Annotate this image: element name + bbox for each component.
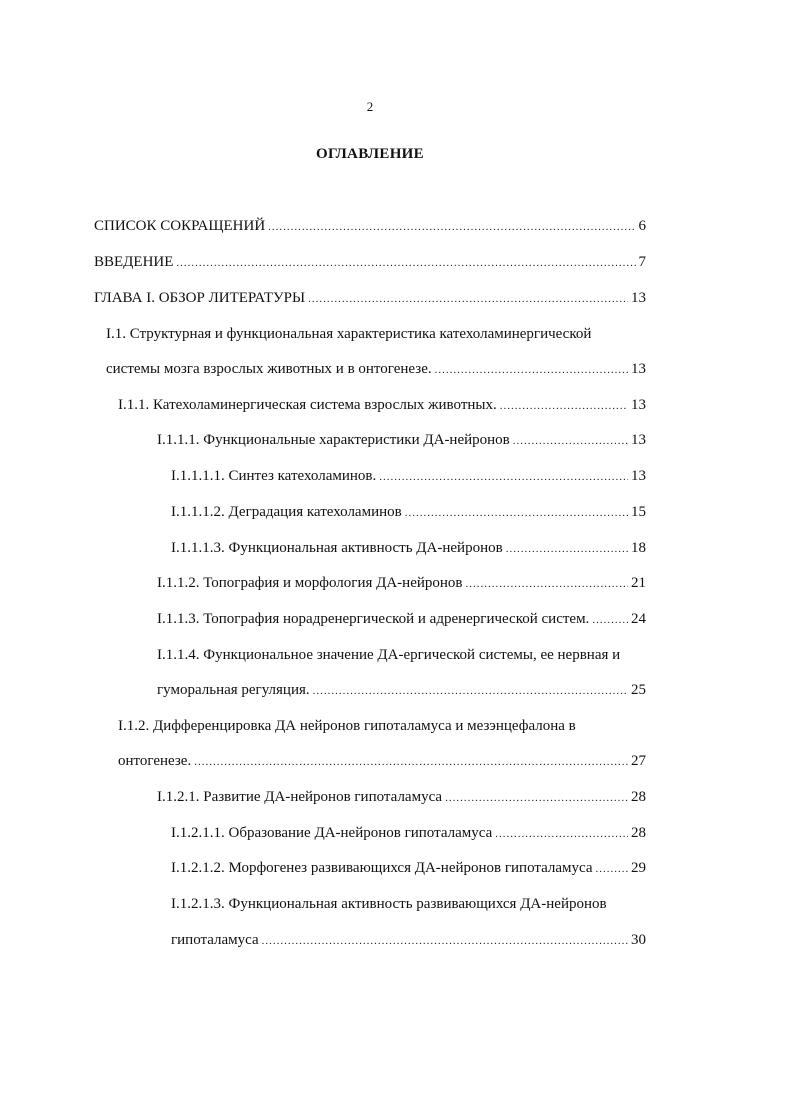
toc-entry-chapter-1 bbox=[94, 288, 646, 309]
toc-entry-page: 6 bbox=[638, 218, 646, 234]
toc-entry-1-1-1-3 bbox=[157, 609, 646, 630]
toc-entry-1-1-1-1-2 bbox=[171, 502, 646, 523]
toc-entry-text: I.1.2. Дифференцировка ДА нейронов гипоталамуса и мезэнцефалона в bbox=[118, 718, 576, 734]
page-number: 2 bbox=[366, 99, 374, 114]
dot-leader bbox=[435, 360, 628, 380]
toc-entry-page: 27 bbox=[631, 753, 646, 769]
toc-entry-introduction bbox=[94, 252, 646, 273]
toc-entry-text: онтогенезе. bbox=[118, 753, 192, 769]
toc-entry-text: системы мозга взрослых животных и в онтогенезе. bbox=[106, 361, 432, 377]
toc-entry-1-1-1 bbox=[118, 395, 646, 416]
toc-entry-text: I.1.1.1.1. Синтез катехоламинов. bbox=[171, 468, 377, 484]
dot-leader bbox=[495, 824, 628, 844]
toc-entry-text: ВВЕДЕНИЕ bbox=[94, 254, 174, 270]
toc-entry-text: I.1.2.1.1. Образование ДА-нейронов гипоталамуса bbox=[171, 825, 493, 841]
toc-entry-1-1-line1 bbox=[106, 324, 646, 344]
dot-leader bbox=[466, 574, 628, 594]
toc-entry-text: I.1.1.2. Топография и морфология ДА-нейронов bbox=[157, 575, 463, 591]
toc-entry-1-1-1-1-3 bbox=[171, 538, 646, 559]
toc-entry-page: 18 bbox=[631, 540, 646, 556]
toc-entry-1-1-2-line2 bbox=[118, 751, 646, 772]
dot-leader bbox=[513, 431, 628, 451]
toc-entry-1-1-1-2 bbox=[157, 573, 646, 594]
page-title: ОГЛАВЛЕНИЕ bbox=[316, 146, 424, 162]
toc-entry-1-1-2-1-3-line1 bbox=[171, 894, 646, 914]
toc-entry-page: 25 bbox=[631, 682, 646, 698]
toc-entry-1-1-2-1-3-line2 bbox=[171, 930, 646, 951]
dot-leader bbox=[500, 396, 628, 416]
dot-leader bbox=[596, 859, 628, 879]
dot-leader bbox=[379, 467, 628, 487]
toc-entry-text: I.1.1. Катехоламинергическая система взрослых животных. bbox=[118, 397, 497, 413]
toc-entry-text: I.1.1.4. Функциональное значение ДА-ергической системы, ее нервная и bbox=[157, 647, 621, 663]
toc-entry-abbreviations bbox=[94, 216, 646, 237]
toc-entry-text: I.1.2.1. Развитие ДА-нейронов гипоталамуса bbox=[157, 789, 443, 805]
toc-entry-page: 30 bbox=[631, 932, 646, 948]
toc-entry-text: I.1.2.1.2. Морфогенез развивающихся ДА-нейронов гипоталамуса bbox=[171, 860, 593, 876]
toc-entry-page: 28 bbox=[631, 825, 646, 841]
toc-entry-page: 13 bbox=[631, 397, 646, 413]
toc-entry-page: 21 bbox=[631, 575, 646, 591]
toc-entry-1-1-2-1-2 bbox=[171, 858, 646, 879]
toc-entry-1-1-1-1 bbox=[157, 430, 646, 451]
toc-entry-1-1-1-4-line1 bbox=[157, 645, 646, 665]
dot-leader bbox=[506, 539, 628, 559]
toc-entry-1-1-2-1 bbox=[157, 787, 646, 808]
toc-entry-text: I.1.1.1.2. Деградация катехоламинов bbox=[171, 504, 402, 520]
toc-entry-text: I.1.1.3. Топография норадренергической и адренергической систем. bbox=[157, 611, 590, 627]
toc-entry-text: СПИСОК СОКРАЩЕНИЙ bbox=[94, 218, 266, 234]
toc-entry-text: ГЛАВА I. ОБЗОР ЛИТЕРАТУРЫ bbox=[94, 290, 306, 306]
toc-entry-1-1-line2 bbox=[106, 359, 646, 380]
dot-leader bbox=[262, 931, 628, 951]
dot-leader bbox=[445, 788, 628, 808]
toc-entry-text: гуморальная регуляция. bbox=[157, 682, 310, 698]
toc-entry-page: 29 bbox=[631, 860, 646, 876]
dot-leader bbox=[176, 253, 635, 273]
toc-entry-page: 13 bbox=[631, 361, 646, 377]
toc-entry-1-1-1-4-line2 bbox=[157, 680, 646, 701]
toc-entry-page: 13 bbox=[631, 468, 646, 484]
dot-leader bbox=[313, 681, 628, 701]
toc-entry-1-1-2-line1 bbox=[118, 716, 646, 736]
toc-entry-text: I.1.1.1. Функциональные характеристики ДА-нейронов bbox=[157, 432, 510, 448]
toc-entry-page: 28 bbox=[631, 789, 646, 805]
toc-entry-page: 13 bbox=[631, 290, 646, 306]
toc-entry-page: 24 bbox=[631, 611, 646, 627]
dot-leader bbox=[592, 610, 628, 630]
toc-entry-page: 15 bbox=[631, 504, 646, 520]
toc-entry-page: 13 bbox=[631, 432, 646, 448]
toc-entry-1-1-2-1-1 bbox=[171, 823, 646, 844]
toc-entry-text: гипоталамуса bbox=[171, 932, 259, 948]
toc-entry-page: 7 bbox=[638, 254, 646, 270]
dot-leader bbox=[268, 217, 635, 237]
toc-entry-text: I.1.1.1.3. Функциональная активность ДА-нейронов bbox=[171, 540, 503, 556]
toc-entry-1-1-1-1-1 bbox=[171, 466, 646, 487]
dot-leader bbox=[194, 752, 628, 772]
toc-entry-text: I.1.2.1.3. Функциональная активность развивающихся ДА-нейронов bbox=[171, 896, 607, 912]
dot-leader bbox=[308, 289, 628, 309]
dot-leader bbox=[405, 503, 628, 523]
toc-entry-text: I.1. Структурная и функциональная характеристика катехоламинергической bbox=[106, 326, 592, 342]
